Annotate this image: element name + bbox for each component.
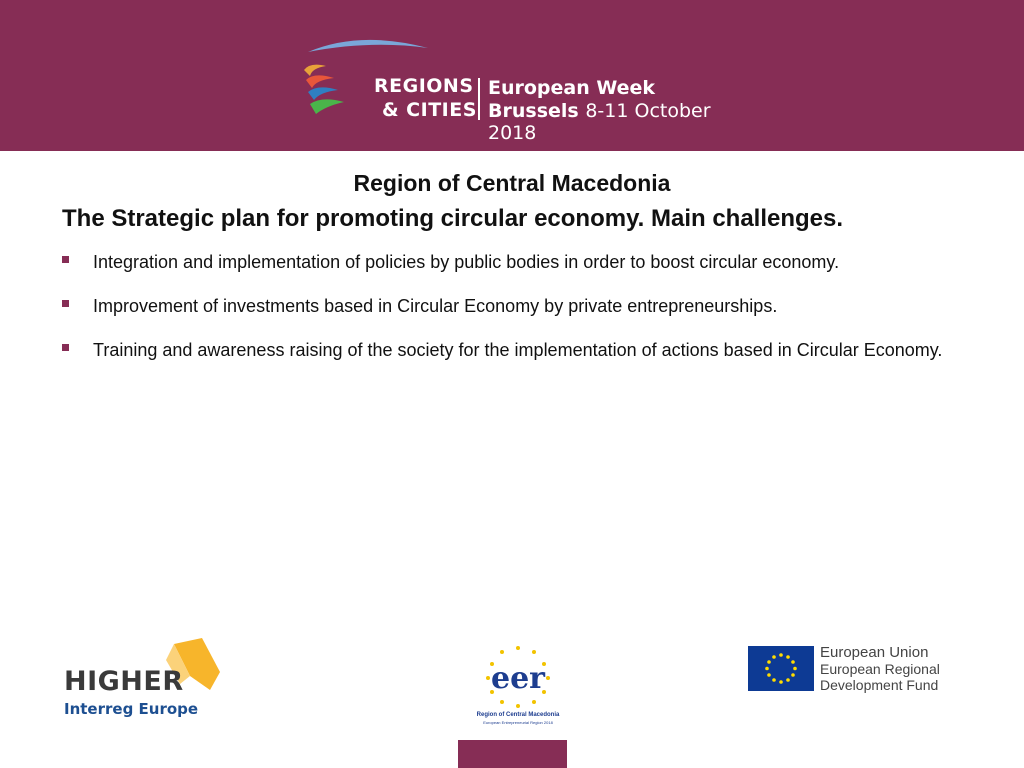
- eu-stars-icon: [748, 646, 814, 691]
- eu-line3: Development Fund: [820, 677, 939, 693]
- higher-logo-name: HIGHER: [64, 666, 184, 697]
- eer-caption-region: Region of Central Macedonia: [476, 712, 560, 718]
- event-dates: 8-11 October 2018: [488, 100, 711, 144]
- slide-subtitle: The Strategic plan for promoting circular economy. Main challenges.: [62, 205, 844, 232]
- square-bullet-icon: [62, 300, 69, 307]
- eu-line2: European Regional: [820, 661, 940, 677]
- list-item: [62, 248, 962, 276]
- list-item-text: Improvement of investments based in Circular Economy by private entrepreneurships.: [93, 296, 778, 316]
- eer-caption-title: European Entrepreneurial Region 2018: [483, 720, 553, 725]
- european-week-logo: [300, 30, 740, 144]
- eu-fund-text: [820, 645, 940, 693]
- eu-erdf-logo: [748, 646, 948, 696]
- eu-line1: European Union: [820, 644, 929, 661]
- footer-accent-block: [458, 740, 567, 768]
- event-name: European Week: [488, 77, 656, 99]
- event-line1: REGIONS: [374, 75, 474, 97]
- eer-logo: [468, 644, 568, 728]
- list-item-text: Integration and implementation of policies by public bodies in order to boost circular economy.: [93, 252, 840, 272]
- logo-divider: [478, 78, 480, 120]
- eu-flag-icon: [748, 646, 814, 691]
- interreg-logo-program: Interreg Europe: [64, 700, 199, 718]
- event-city: Brussels: [488, 100, 579, 122]
- header-banner: [0, 0, 1024, 151]
- eer-mark-icon: [468, 644, 568, 712]
- higher-interreg-logo: [62, 636, 232, 726]
- challenges-list: [62, 248, 962, 380]
- list-item: [62, 292, 962, 320]
- event-location-date: [488, 100, 740, 144]
- eer-logo-mark: eer: [491, 661, 545, 696]
- event-line2: & CITIES: [382, 99, 477, 121]
- square-bullet-icon: [62, 344, 69, 351]
- list-item: [62, 336, 962, 364]
- list-item-text: Training and awareness raising of the society for the implementation of actions based in Circular Economy.: [93, 340, 943, 360]
- slide-title: Region of Central Macedonia: [353, 170, 671, 196]
- square-bullet-icon: [62, 256, 69, 263]
